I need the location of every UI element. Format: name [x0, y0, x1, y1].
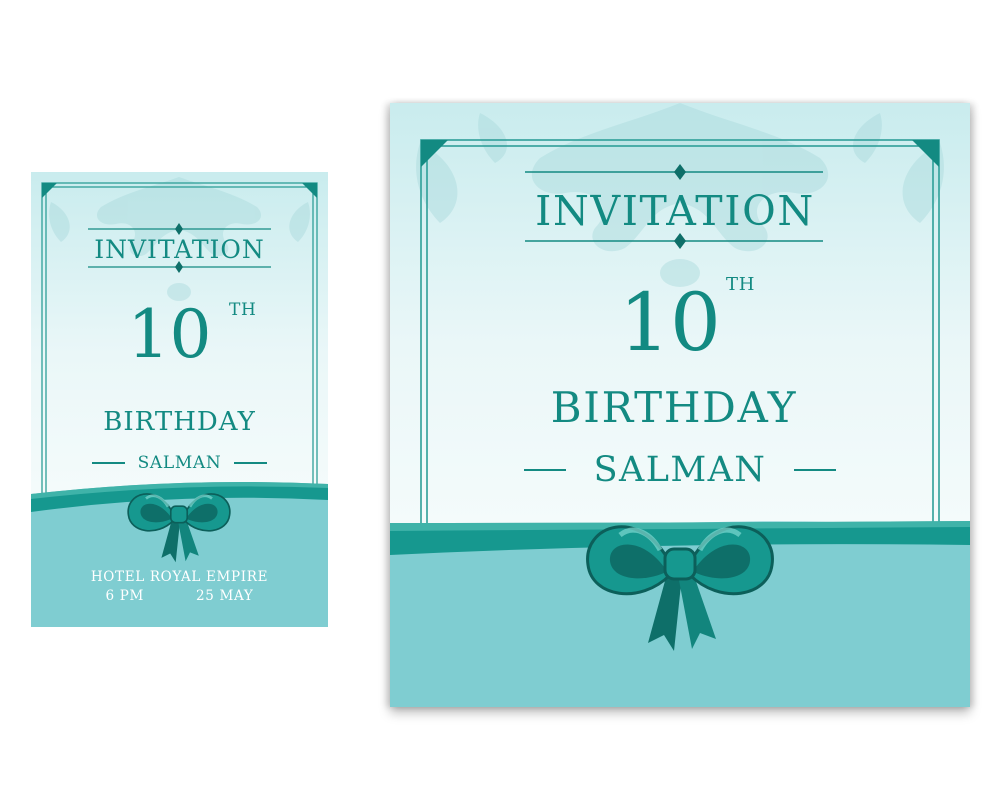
guest-name: SALMAN [137, 453, 222, 473]
event-time: 6 PM [105, 588, 145, 604]
name-divider-left [524, 469, 566, 471]
invitation-card-small [31, 172, 328, 627]
invitation-heading: INVITATION [535, 187, 815, 235]
guest-name-row [390, 450, 970, 490]
invitation-heading: INVITATION [94, 235, 265, 264]
guest-name-row [31, 452, 328, 474]
event-date: 25 MAY [196, 588, 254, 604]
invitation-card-large [390, 103, 970, 707]
ordinal-suffix: TH [726, 274, 756, 295]
ordinal-suffix: TH [229, 300, 257, 320]
time-date-row [31, 588, 328, 604]
name-divider-right [234, 462, 267, 464]
event-title: BIRTHDAY [103, 407, 256, 437]
age-number: 10 [619, 276, 721, 369]
event-title: BIRTHDAY [550, 383, 798, 432]
venue-text: HOTEL ROYAL EMPIRE [90, 569, 269, 585]
name-divider-right [794, 469, 836, 471]
guest-name: SALMAN [593, 450, 767, 490]
age-number: 10 [127, 296, 212, 373]
name-divider-left [92, 462, 125, 464]
